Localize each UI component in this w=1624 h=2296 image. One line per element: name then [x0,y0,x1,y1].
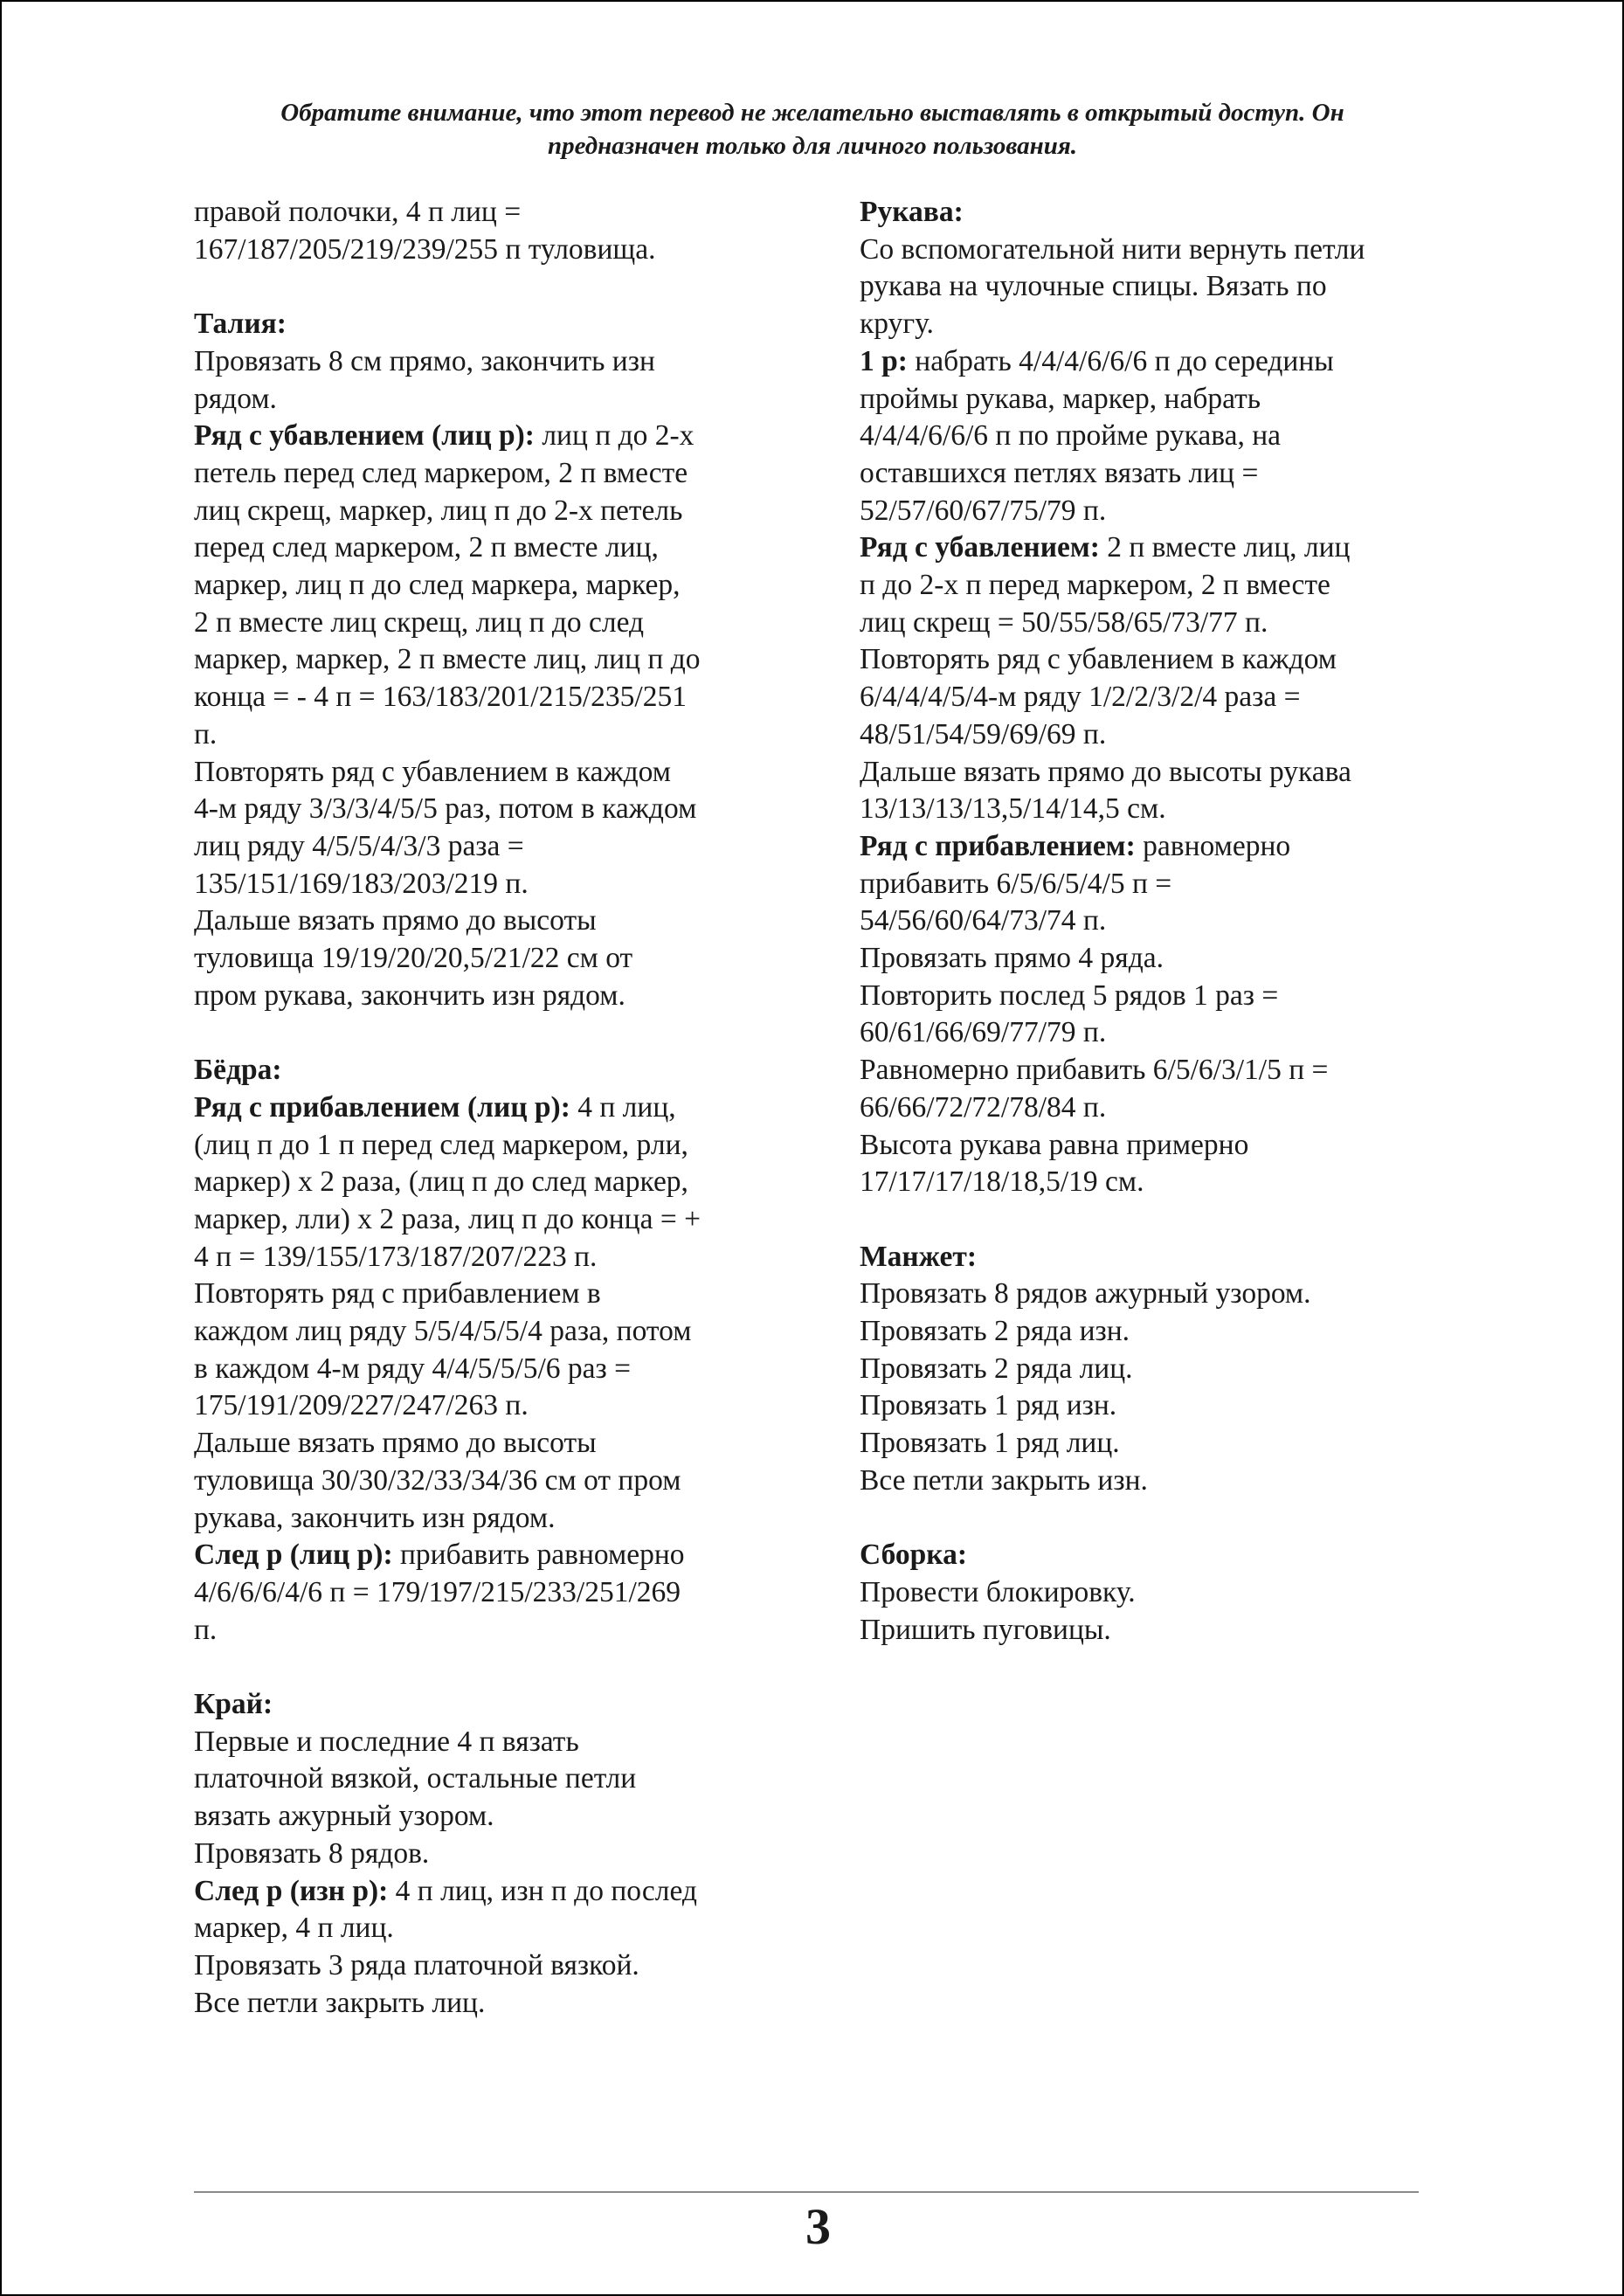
body-text: рядом. [194,382,277,415]
body-text: 66/66/72/72/78/84 п. [860,1090,1107,1124]
body-text: маркер, лиц п до след маркера, маркер, [194,569,681,602]
body-text: в каждом 4-м ряду 4/4/5/5/5/6 раз = [194,1352,632,1385]
body-text: каждом лиц ряду 5/5/4/5/5/4 раза, потом [194,1315,692,1348]
body-text: лиц п до 2-х [534,419,695,453]
body-text: Дальше вязать прямо до высоты [194,1427,597,1460]
bold-label: Ряд с убавлением (лиц р): [194,419,535,453]
spacer [194,268,805,306]
body-text: лиц скрещ = 50/55/58/65/73/77 п. [860,605,1268,639]
bold-label: Ряд с убавлением: [860,531,1100,564]
body-text: маркер, маркер, 2 п вместе лиц, лиц п до [194,643,701,676]
footer-divider [194,2191,1419,2193]
body-text: прибавить 6/5/6/5/4/5 п = [860,867,1172,900]
body-text: Провязать 3 ряда платочной вязкой. [194,1949,639,1981]
notice-line-2: предназначен только для личного пользования. [547,132,1078,160]
body-text: п до 2-х п перед маркером, 2 п вместе [860,569,1330,602]
body-text: прибавить равномерно [392,1539,685,1572]
body-text: (лиц п до 1 п перед след маркером, рли, [194,1128,688,1161]
left-column [194,194,805,2022]
body-text: рукава на чулочные спицы. Вязать по [860,270,1327,303]
section-heading-waist: Талия: [194,308,287,341]
body-text: Провязать 1 ряд лиц. [860,1427,1120,1460]
body-text: 4-м ряду 3/3/3/4/5/5 раз, потом в каждом [194,792,697,826]
body-text: петель перед след маркером, 2 п вместе [194,456,688,489]
body-text: Равномерно прибавить 6/5/6/3/1/5 п = [860,1054,1329,1087]
bold-label: Ряд с прибавлением (лиц р): [194,1090,570,1124]
body-text: вязать ажурный узором. [194,1800,494,1833]
notice-line-1: Обратите внимание, что этот перевод не желательно выставлять в открытый доступ. Он [280,99,1344,127]
sleeve-decrease-instruction [860,529,1471,567]
body-text: набрать 4/4/4/6/6/6 п до середины [907,344,1334,377]
body-text: Пришить пуговицы. [860,1613,1111,1646]
bold-label: Ряд с прибавлением: [860,829,1136,862]
bold-label: След р (изн р): [194,1874,389,1907]
body-text: Провязать 8 рядов ажурный узором. [860,1277,1311,1311]
body-text: рукава, закончить изн рядом. [194,1501,556,1534]
body-text: маркер) х 2 раза, (лиц п до след маркер, [194,1165,688,1199]
section-heading-edge: Край: [194,1688,273,1721]
body-text: 4 п лиц, изн п до послед [388,1874,697,1907]
spacer [860,1201,1471,1239]
body-text: конца = - 4 п = 163/183/201/215/235/251 [194,681,687,714]
body-text: 13/13/13/13,5/14/14,5 см. [860,792,1166,826]
body-text: Повторять ряд с прибавлением в [194,1277,601,1311]
body-text: Все петли закрыть лиц. [194,1986,486,2019]
decrease-row-instruction [194,418,805,455]
body-text: маркер, лли) х 2 раза, лиц п до конца = + [194,1202,701,1235]
body-text: 175/191/209/227/247/263 п. [194,1389,529,1422]
body-text: 135/151/169/183/203/219 п. [194,867,529,900]
body-text: правой полочки, 4 п лиц = [194,196,522,228]
body-text: 4/4/4/6/6/6 п по пройме рукава, на [860,419,1282,453]
body-text: 4 п = 139/155/173/187/207/223 п. [194,1240,598,1273]
body-text: кругу. [860,308,934,341]
body-text: 60/61/66/69/77/79 п. [860,1016,1107,1049]
body-text: Провязать 2 ряда лиц. [860,1352,1133,1385]
body-text: 17/17/17/18/18,5/19 см. [860,1165,1144,1199]
right-column [860,194,1471,1649]
row-1-instruction [860,343,1471,381]
body-text: Дальше вязать прямо до высоты рукава [860,755,1351,788]
body-text: 4 п лиц, [570,1090,676,1124]
body-text: п. [194,1613,218,1646]
spacer [194,1014,805,1052]
body-text: Все петли закрыть изн. [860,1463,1148,1497]
body-text: 54/56/60/64/73/74 п. [860,904,1107,937]
body-text: 48/51/54/59/69/69 п. [860,717,1107,750]
increase-row-instruction [194,1089,805,1127]
body-text: туловища 19/19/20/20,5/21/22 см от [194,942,633,975]
body-text: Повторять ряд с убавлением в каждом [860,643,1337,676]
section-heading-sleeves: Рукава: [860,196,964,228]
body-text: 2 п вместе лиц, лиц [1099,531,1351,564]
body-text: 2 п вместе лиц скрещ, лиц п до след [194,605,645,639]
body-text: туловища 30/30/32/33/34/36 см от пром [194,1463,681,1497]
body-text: лиц ряду 4/5/5/4/3/3 раза = [194,829,524,862]
translation-notice [175,96,1450,163]
body-text: 6/4/4/4/5/4-м ряду 1/2/2/3/2/4 раза = [860,681,1301,714]
body-text: Повторять ряд с убавлением в каждом [194,755,671,788]
next-row-instruction [194,1537,805,1574]
body-text: равномерно [1135,829,1291,862]
sleeve-increase-instruction [860,828,1471,866]
body-text: Провести блокировку. [860,1575,1136,1608]
body-text: Провязать прямо 4 ряда. [860,942,1164,975]
spacer [860,1500,1471,1538]
wrong-side-row-instruction [194,1873,805,1911]
body-text: Со вспомогательной нити вернуть петли [860,232,1365,266]
page-number: 3 [805,2198,831,2255]
body-text: 52/57/60/67/75/79 п. [860,494,1107,527]
section-heading-cuff: Манжет: [860,1240,977,1273]
body-text: платочной вязкой, остальные петли [194,1762,637,1795]
body-text: лиц скрещ, маркер, лиц п до 2-х петель [194,494,683,527]
section-heading-hips: Бёдра: [194,1054,282,1087]
body-text: Дальше вязать прямо до высоты [194,904,597,937]
body-text: Провязать 2 ряда изн. [860,1315,1130,1348]
bold-label: След р (лиц р): [194,1539,393,1572]
body-text: 4/6/6/6/4/6 п = 179/197/215/233/251/269 [194,1575,681,1608]
section-heading-assembly: Сборка: [860,1539,967,1572]
body-text: Повторить послед 5 рядов 1 раз = [860,979,1279,1012]
body-text: Провязать 8 см прямо, закончить изн [194,344,655,377]
body-text: Провязать 1 ряд изн. [860,1389,1117,1422]
body-text: 167/187/205/219/239/255 п туловища. [194,232,656,266]
body-text: маркер, 4 п лиц. [194,1912,394,1945]
body-text: проймы рукава, маркер, набрать [860,382,1261,415]
body-text: Первые и последние 4 п вязать [194,1725,579,1758]
body-text: Высота рукава равна примерно [860,1128,1249,1161]
body-text: перед след маркером, 2 п вместе лиц, [194,531,659,564]
body-text: Провязать 8 рядов. [194,1836,430,1870]
body-text: пром рукава, закончить изн рядом. [194,979,625,1012]
spacer [194,1649,805,1686]
body-text: п. [194,717,218,750]
body-text: оставшихся петлях вязать лиц = [860,456,1259,489]
bold-label: 1 р: [860,344,908,377]
